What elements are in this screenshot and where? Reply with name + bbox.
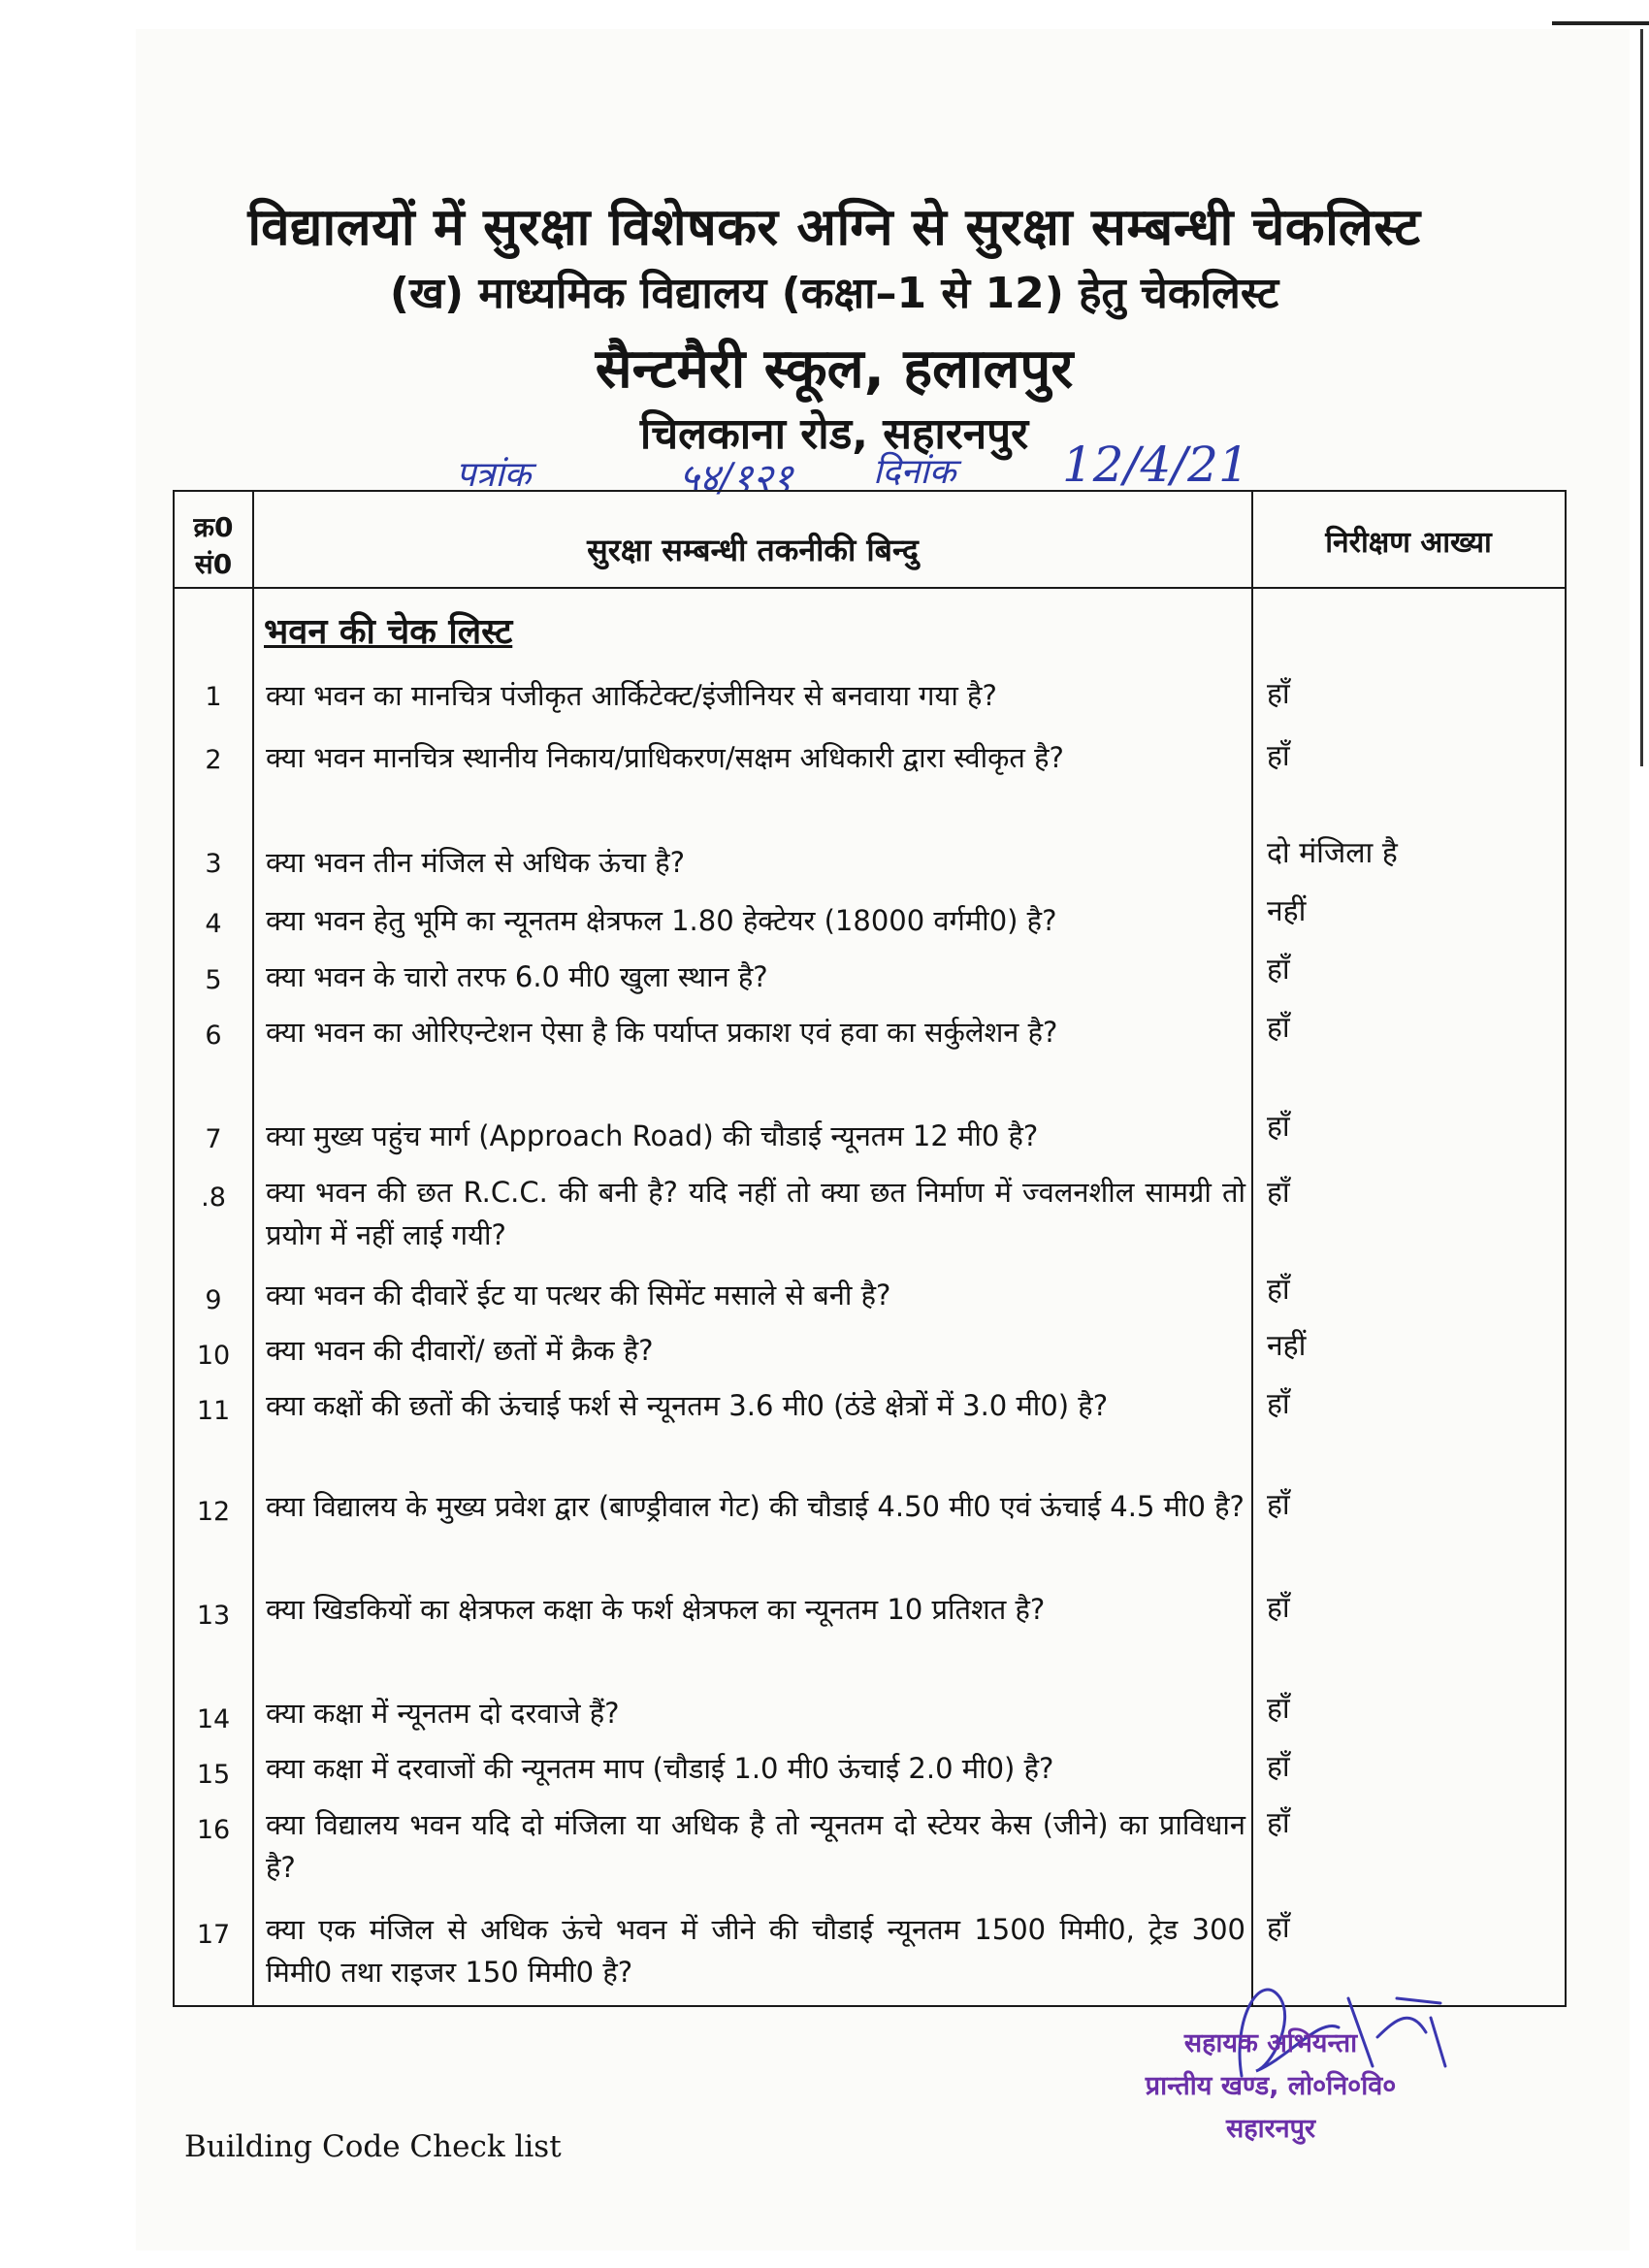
row-answer: हाँ [1267, 739, 1290, 773]
row-number: 5 [205, 965, 222, 995]
row-question: क्या एक मंजिल से अधिक ऊंचे भवन में जीने की चौडाई न्यूनतम 1500 मिमी0, ट्रेड 300 मिमी0 तथा राइजर 150 मिमी0 है? [266, 1913, 1245, 1989]
row-question: क्या मुख्य पहुंच मार्ग (Approach Road) की चौडाई न्यूनतम 12 मी0 है? [266, 1119, 1039, 1152]
row-number: 9 [205, 1285, 222, 1315]
row-answer: हाँ [1267, 1110, 1290, 1144]
row-question: क्या विद्यालय के मुख्य प्रवेश द्वार (बाण्ड्रीवाल गेट) की चौडाई 4.50 मी0 एवं ऊंचाई 4.5 मी0 है? [266, 1490, 1245, 1523]
school-address: चिलकाना रोड, सहारनपुर [639, 409, 1029, 459]
row-question: क्या भवन मानचित्र स्थानीय निकाय/प्राधिकरण/सक्षम अधिकारी द्वारा स्वीकृत है? [266, 741, 1064, 774]
row-answer: हाँ [1267, 1176, 1290, 1210]
scan-edge [1552, 21, 1649, 25]
section-title: भवन की चेक लिस्ट [264, 612, 513, 652]
row-number: 1 [205, 682, 222, 712]
row-answer: नहीं [1267, 894, 1307, 928]
row-answer: हाँ [1267, 1692, 1290, 1726]
row-answer: नहीं [1267, 1329, 1307, 1363]
row-number: 17 [196, 1920, 231, 1950]
row-answer: दो मंजिला है [1267, 836, 1398, 870]
column-divider [252, 492, 254, 2005]
row-question: क्या कक्षा में न्यूनतम दो दरवाजे हैं? [266, 1697, 620, 1730]
row-question: क्या भवन का ओरिएन्टेशन ऐसा है कि पर्याप्त प्रकाश एवं हवा का सर्कुलेशन है? [266, 1016, 1058, 1049]
row-answer: हाँ [1267, 1591, 1290, 1625]
row-answer: हाँ [1267, 1488, 1290, 1522]
row-number: 3 [205, 849, 222, 879]
row-number: 2 [205, 745, 222, 775]
row-question: क्या कक्षा में दरवाजों की न्यूनतम माप (चौडाई 1.0 मी0 ऊंचाई 2.0 मी0) है? [266, 1752, 1054, 1785]
row-number: 12 [196, 1497, 231, 1527]
stamp-line-city: सहारनपुर [1226, 2114, 1315, 2144]
row-question: क्या भवन की छत R.C.C. की बनी है? यदि नहीं तो क्या छत निर्माण में ज्वलनशील सामग्री तो प्रयोग में नहीं लाई गयी? [266, 1176, 1245, 1251]
header-technical-point: सुरक्षा सम्बन्धी तकनीकी बिन्दु [587, 532, 919, 568]
stamp-line-office: प्रान्तीय खण्ड, लो०नि०वि० [1145, 2071, 1397, 2101]
row-number: 4 [205, 909, 222, 939]
row-question: क्या भवन की दीवारों/ छतों में क्रैक है? [266, 1334, 654, 1367]
row-question: क्या भवन के चारो तरफ 6.0 मी0 खुला स्थान है? [266, 960, 768, 993]
handwritten-ref-label: पत्रांक [456, 455, 532, 495]
row-question: क्या भवन हेतु भूमि का न्यूनतम क्षेत्रफल 1.80 हेक्टेयर (18000 वर्गमी0) है? [266, 904, 1057, 937]
row-question: क्या भवन तीन मंजिल से अधिक ऊंचा है? [266, 846, 686, 879]
row-number: 6 [205, 1021, 222, 1051]
header-divider [175, 587, 1565, 589]
row-answer: हाँ [1267, 1911, 1290, 1945]
scan-edge-right [1640, 29, 1643, 766]
row-answer: हाँ [1267, 953, 1290, 987]
checklist-table [173, 490, 1567, 2007]
footer-label: Building Code Check list [184, 2129, 562, 2164]
row-question: क्या भवन की दीवारें ईट या पत्थर की सिमेंट मसाले से बनी है? [266, 1279, 891, 1312]
row-number: 11 [196, 1396, 231, 1426]
handwritten-date: 12/4/21 [1062, 437, 1249, 493]
row-number: 7 [205, 1124, 222, 1154]
handwritten-ref-number: ५४/१२१ [679, 456, 793, 501]
official-stamp [1145, 2023, 1397, 2151]
row-answer: हाँ [1267, 1806, 1290, 1840]
row-question: क्या खिडकियों का क्षेत्रफल कक्षा के फर्श क्षेत्रफल का न्यूनतम 10 प्रतिशत है? [266, 1593, 1046, 1626]
school-name: सैन्टमैरी स्कूल, हलालपुर [595, 338, 1074, 401]
row-number: .8 [201, 1183, 226, 1213]
header-inspection-report: निरीक्षण आख्या [1325, 526, 1492, 560]
row-question: क्या विद्यालय भवन यदि दो मंजिला या अधिक है तो न्यूनतम दो स्टेयर केस (जीने) का प्राविधान है? [266, 1808, 1245, 1884]
row-question: क्या भवन का मानचित्र पंजीकृत आर्किटेक्ट/इंजीनियर से बनवाया गया है? [266, 679, 997, 712]
document-title: विद्यालयों में सुरक्षा विशेषकर अग्नि से सुरक्षा सम्बन्धी चेकलिस्ट [247, 198, 1421, 257]
row-number: 15 [196, 1760, 231, 1790]
document-subtitle: (ख) माध्यमिक विद्यालय (कक्षा–1 से 12) हेतु चेकलिस्ट [389, 269, 1279, 318]
row-number: 13 [196, 1601, 231, 1631]
row-number: 16 [196, 1815, 231, 1845]
row-question: क्या कक्षों की छतों की ऊंचाई फर्श से न्यूनतम 3.6 मी0 (ठंडे क्षेत्रों में 3.0 मी0) है? [266, 1389, 1109, 1422]
header-serial: क्र0 सं0 [193, 511, 234, 580]
stamp-line-designation: सहायक अभियन्ता [1183, 2028, 1358, 2058]
row-number: 10 [196, 1341, 231, 1371]
row-answer: हाँ [1267, 1273, 1290, 1307]
handwritten-date-label: दिनांक [873, 452, 956, 492]
column-divider [1251, 492, 1253, 2005]
row-answer: हाँ [1267, 1387, 1290, 1421]
row-answer: हाँ [1267, 677, 1290, 711]
row-number: 14 [196, 1704, 231, 1734]
row-answer: हाँ [1267, 1011, 1290, 1045]
row-answer: हाँ [1267, 1750, 1290, 1784]
